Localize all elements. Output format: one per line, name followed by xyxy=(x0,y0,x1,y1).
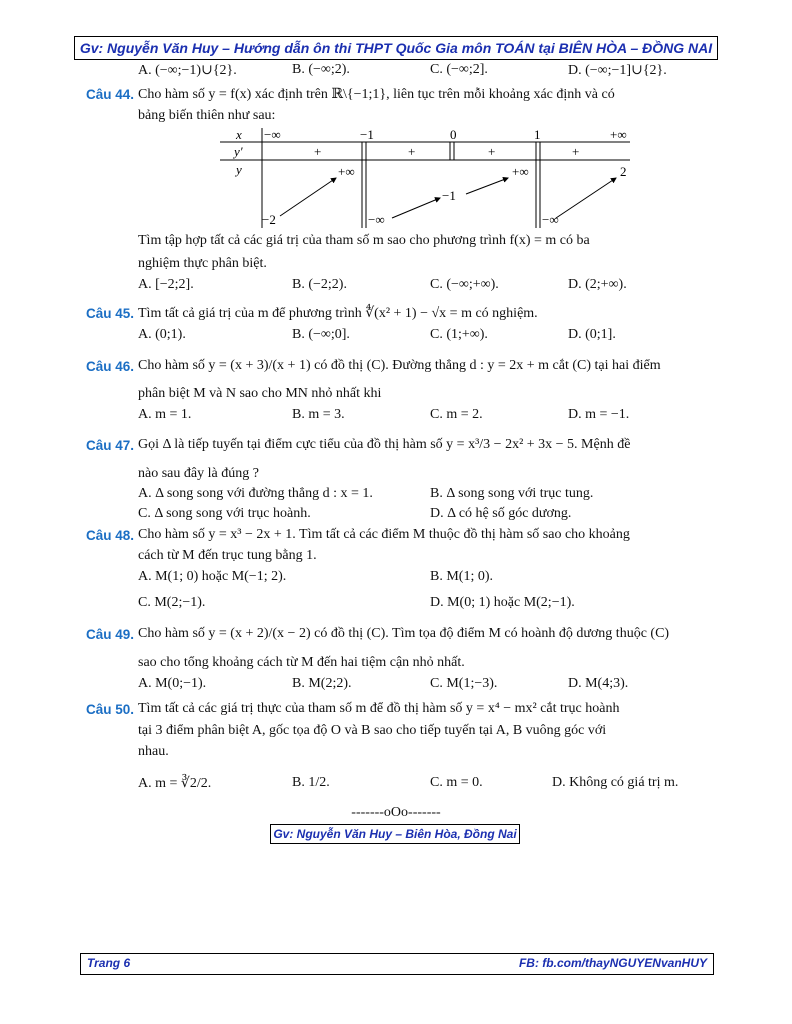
question-47-label: Câu 47. xyxy=(86,438,135,453)
q46-option-c: C. m = 2. xyxy=(430,407,483,422)
y-val-7: 2 xyxy=(620,164,627,179)
q47-option-c: C. Δ song song với trục hoành. xyxy=(138,506,311,521)
sign-3: + xyxy=(488,144,496,159)
variation-table xyxy=(218,126,632,230)
x-val-5: +∞ xyxy=(610,127,627,142)
end-mark: -------oOo------- xyxy=(351,805,441,820)
question-50-text-2: tại 3 điểm phân biệt A, gốc tọa độ O và B sao cho tiếp tuyến tại A, B vuông góc với xyxy=(138,723,607,738)
question-46-label: Câu 46. xyxy=(86,359,135,374)
page-header: Gv: Nguyễn Văn Huy – Hướng dẫn ôn thi THPT Quốc Gia môn TOÁN tại BIÊN HÒA – ĐỒNG NAI xyxy=(74,36,718,60)
x-val-4: 1 xyxy=(534,127,541,142)
q47-option-d: D. Δ có hệ số góc dương. xyxy=(430,506,572,521)
y-val-2: +∞ xyxy=(338,164,355,179)
prev-option-b: B. (−∞;2). xyxy=(292,62,350,77)
q47-option-b: B. Δ song song với trục tung. xyxy=(430,486,594,501)
arrow-1 xyxy=(280,178,336,216)
q47-option-a: A. Δ song song với đường thẳng d : x = 1. xyxy=(138,486,373,501)
question-49-label: Câu 49. xyxy=(86,627,135,642)
q44-option-c: C. (−∞;+∞). xyxy=(430,277,499,292)
question-45-label: Câu 45. xyxy=(86,306,135,321)
question-46-text-2: phân biệt M và N sao cho MN nhỏ nhất khi xyxy=(138,386,382,401)
question-47-text-1: Gọi Δ là tiếp tuyến tại điểm cực tiểu của đồ thị hàm số y = x³/3 − 2x² + 3x − 5. Mệnh đề xyxy=(138,437,631,452)
q48-option-c: C. M(2;−1). xyxy=(138,595,206,610)
q46-option-b: B. m = 3. xyxy=(292,407,345,422)
q48-option-a: A. M(1; 0) hoặc M(−1; 2). xyxy=(138,569,287,584)
sign-4: + xyxy=(572,144,580,159)
question-49-text-2: sao cho tổng khoảng cách từ M đến hai tiệm cận nhỏ nhất. xyxy=(138,655,465,670)
question-50-text-1: Tìm tất cả các giá trị thực của tham số m để đồ thị hàm số y = x⁴ − mx² cắt trục hoành xyxy=(138,701,620,716)
q45-option-c: C. (1;+∞). xyxy=(430,327,488,342)
q49-option-c: C. M(1;−3). xyxy=(430,676,498,691)
x-val-3: 0 xyxy=(450,127,457,142)
q49-option-d: D. M(4;3). xyxy=(568,676,629,691)
yp-label: y′ xyxy=(234,144,243,159)
question-50-label: Câu 50. xyxy=(86,702,135,717)
arrow-3 xyxy=(466,178,508,194)
question-50-text-3: nhau. xyxy=(138,744,169,759)
sign-1: + xyxy=(314,144,322,159)
y-val-5: +∞ xyxy=(512,164,529,179)
x-val-1: −∞ xyxy=(264,127,281,142)
question-45-text-1: Tìm tất cả giá trị của m để phương trình ∜(x² + 1) − √x = m có nghiệm. xyxy=(138,306,538,321)
q46-option-a: A. m = 1. xyxy=(138,407,192,422)
page-number: Trang 6 xyxy=(87,956,131,970)
author-box: Gv: Nguyễn Văn Huy – Biên Hòa, Đồng Nai xyxy=(270,824,520,844)
question-44-text-4: nghiệm thực phân biệt. xyxy=(138,256,267,271)
q48-option-d: D. M(0; 1) hoặc M(2;−1). xyxy=(430,595,575,610)
question-49-text-1: Cho hàm số y = (x + 2)/(x − 2) có đồ thị (C). Tìm tọa độ điểm M có hoành độ dương thuộc (C) xyxy=(138,626,670,641)
prev-option-c: C. (−∞;2]. xyxy=(430,62,488,77)
prev-option-d: D. (−∞;−1]∪{2}. xyxy=(568,63,667,78)
q44-option-a: A. [−2;2]. xyxy=(138,277,194,292)
q50-option-d: D. Không có giá trị m. xyxy=(552,775,679,790)
question-44-text-3: Tìm tập hợp tất cả các giá trị của tham số m sao cho phương trình f(x) = m có ba xyxy=(138,233,590,248)
y-label: y xyxy=(236,162,242,177)
y-val-3: −∞ xyxy=(368,212,385,227)
y-val-6: −∞ xyxy=(542,212,559,227)
prev-option-a: A. (−∞;−1)∪{2}. xyxy=(138,63,237,78)
x-val-2: −1 xyxy=(360,127,374,142)
question-44-text-2: bảng biến thiên như sau: xyxy=(138,108,276,123)
question-46-text-1: Cho hàm số y = (x + 3)/(x + 1) có đồ thị (C). Đường thẳng d : y = 2x + m cắt (C) tại hai điểm xyxy=(138,358,661,373)
question-44-text-1: Cho hàm số y = f(x) xác định trên ℝ\{−1;1}, liên tục trên mỗi khoảng xác định và có xyxy=(138,87,615,102)
q49-option-b: B. M(2;2). xyxy=(292,676,352,691)
question-48-label: Câu 48. xyxy=(86,528,135,543)
sign-2: + xyxy=(408,144,416,159)
q48-option-b: B. M(1; 0). xyxy=(430,569,493,584)
q45-option-a: A. (0;1). xyxy=(138,327,186,342)
facebook-link[interactable]: FB: fb.com/thayNGUYENvanHUY xyxy=(518,956,707,970)
q45-option-b: B. (−∞;0]. xyxy=(292,327,350,342)
question-48-text-2: cách từ M đến trục tung bằng 1. xyxy=(138,548,317,563)
q50-option-c: C. m = 0. xyxy=(430,775,483,790)
q50-option-a: A. m = ∛2/2. xyxy=(138,776,212,791)
arrow-4 xyxy=(556,178,616,218)
q44-option-d: D. (2;+∞). xyxy=(568,277,627,292)
question-48-text-1: Cho hàm số y = x³ − 2x + 1. Tìm tất cả các điểm M thuộc đồ thị hàm số sao cho khoảng xyxy=(138,527,630,542)
q49-option-a: A. M(0;−1). xyxy=(138,676,207,691)
q46-option-d: D. m = −1. xyxy=(568,407,630,422)
arrow-2 xyxy=(392,198,440,218)
question-44-label: Câu 44. xyxy=(86,87,135,102)
question-47-text-2: nào sau đây là đúng ? xyxy=(138,466,259,481)
page-footer xyxy=(80,953,714,975)
y-val-1: −2 xyxy=(262,212,276,227)
y-val-4: −1 xyxy=(442,188,456,203)
x-label: x xyxy=(236,127,242,142)
q45-option-d: D. (0;1]. xyxy=(568,327,616,342)
q44-option-b: B. (−2;2). xyxy=(292,277,347,292)
q50-option-b: B. 1/2. xyxy=(292,775,330,790)
